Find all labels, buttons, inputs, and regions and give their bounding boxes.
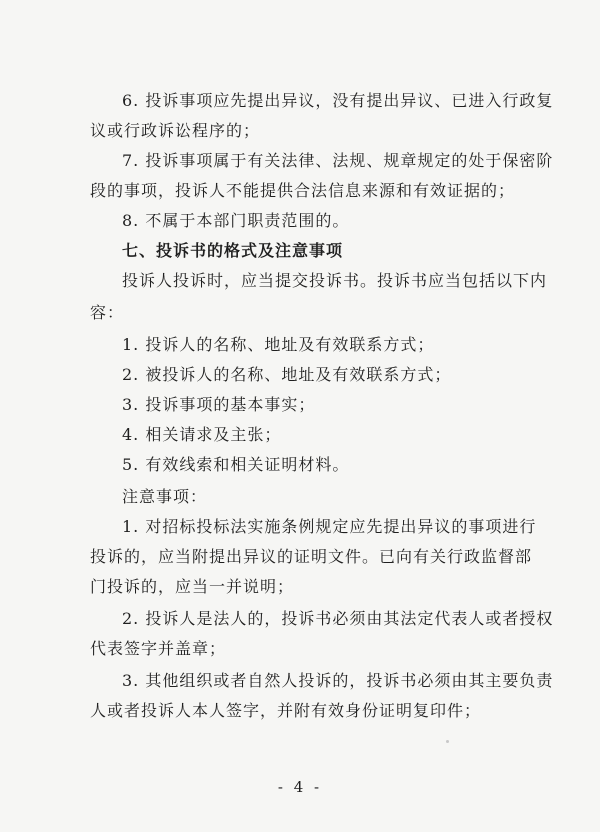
note-3-line-1: 3. 其他组织或者自然人投诉的，投诉书必须由其主要负责 [122,671,554,690]
text-line-4: 段的事项，投诉人不能提供合法信息来源和有效证据的； [90,181,516,200]
note-2-line-1: 2. 投诉人是法人的，投诉书必须由其法定代表人或者授权 [122,609,554,628]
note-3-line-2: 人或者投诉人本人签字，并附有效身份证明复印件； [90,701,482,720]
list-item-4: 4. 相关请求及主张； [122,425,282,444]
text-line-2: 议或行政诉讼程序的； [90,121,261,140]
text-line-5: 8. 不属于本部门职责范围的。 [122,211,350,230]
note-1-line-1: 1. 对招标投标法实施条例规定应先提出异议的事项进行 [122,517,537,536]
list-item-3: 3. 投诉事项的基本事实； [122,395,316,414]
note-1-line-3: 门投诉的，应当一并说明； [90,577,295,596]
notes-heading: 注意事项： [122,487,208,506]
page-number: - 4 - [277,778,323,796]
scan-speck [446,740,449,743]
list-item-1: 1. 投诉人的名称、地址及有效联系方式； [122,335,435,354]
section-heading: 七、投诉书的格式及注意事项 [122,241,344,260]
list-item-5: 5. 有效线索和相关证明材料。 [122,455,350,474]
text-line-3: 7. 投诉事项属于有关法律、法规、规章规定的处于保密阶 [122,151,554,170]
text-line-8: 容： [90,303,125,322]
list-item-2: 2. 被投诉人的名称、地址及有效联系方式； [122,365,452,384]
note-2-line-2: 代表签字并盖章； [90,639,227,658]
text-line-7: 投诉人投诉时，应当提交投诉书。投诉书应当包括以下内 [122,271,548,290]
text-line-1: 6. 投诉事项应先提出异议，没有提出异议、已进入行政复 [122,91,554,110]
note-1-line-2: 投诉的，应当附提出异议的证明文件。已向有关行政监督部 [90,547,533,566]
